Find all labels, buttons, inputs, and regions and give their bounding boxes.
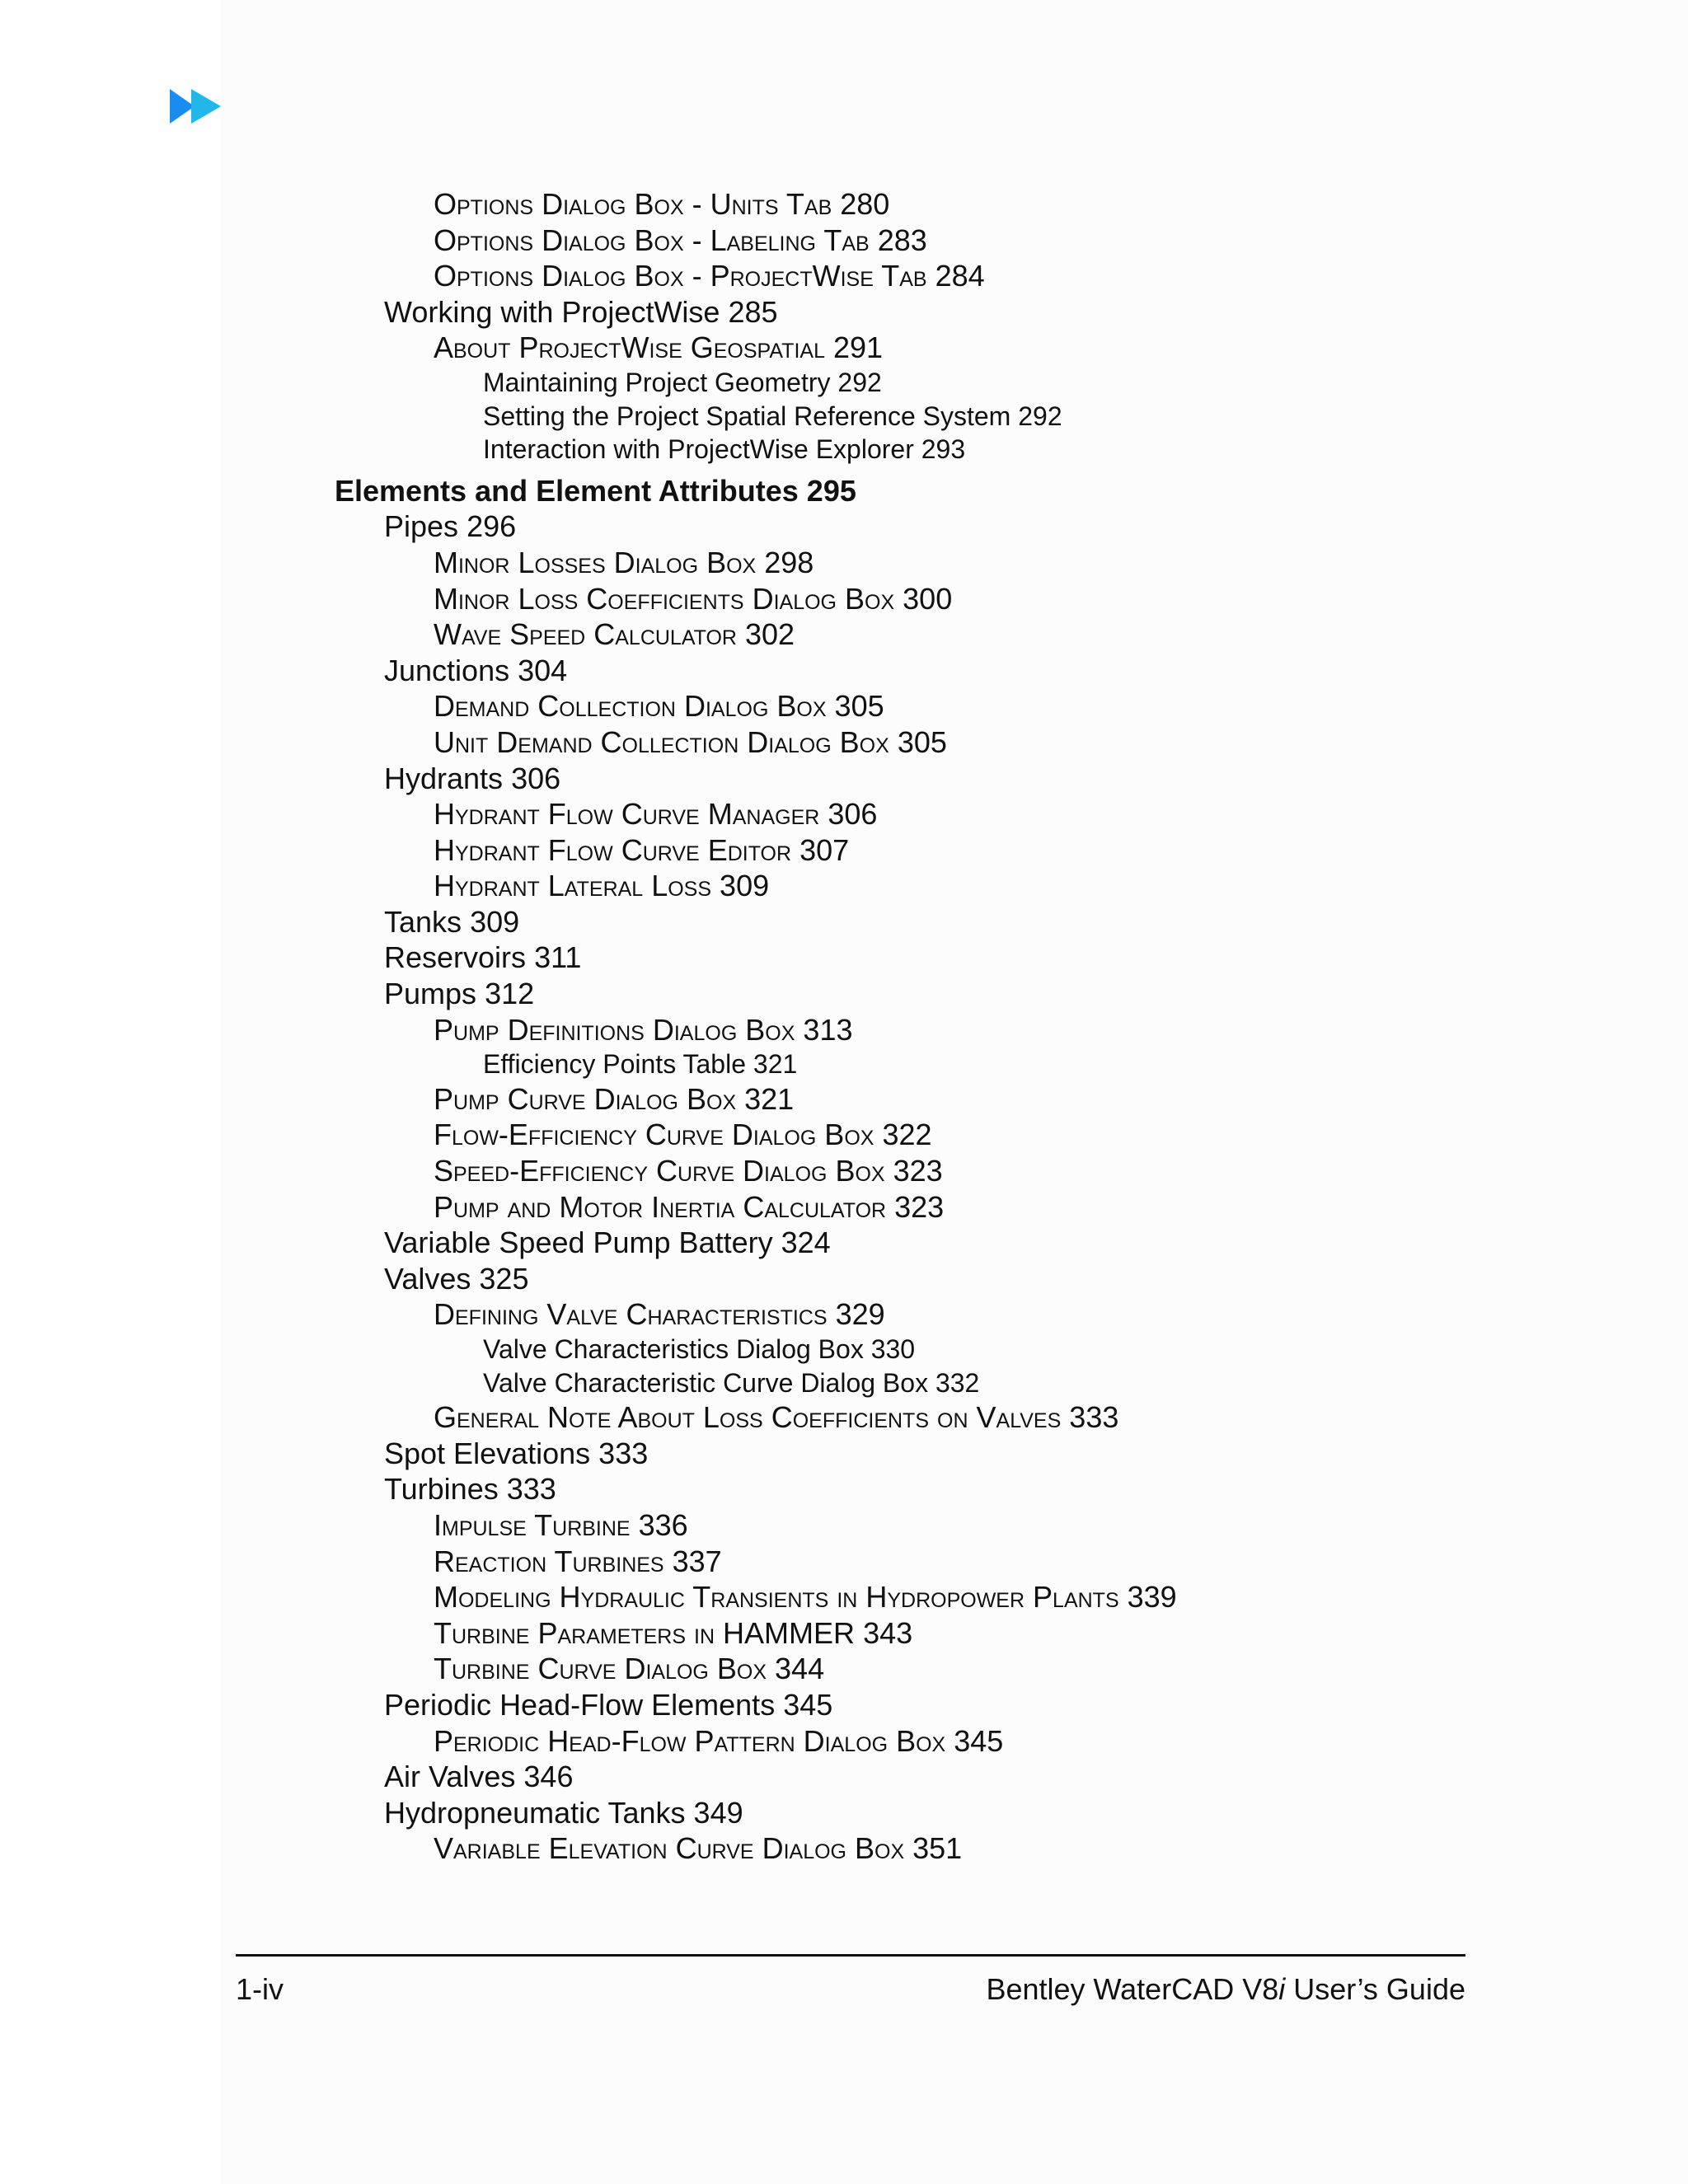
toc-entry[interactable] xyxy=(335,688,1489,724)
toc-entry-title: Efficiency Points Table xyxy=(483,1049,746,1080)
toc-entry-page: 284 xyxy=(935,259,985,293)
toc-entry-title: Flow-Efficiency Curve Dialog Box xyxy=(434,1118,874,1152)
fast-forward-icon[interactable] xyxy=(170,87,223,125)
toc-entry[interactable] xyxy=(335,1687,1489,1723)
toc-entry[interactable] xyxy=(335,330,1489,366)
toc-entry[interactable] xyxy=(335,258,1489,294)
toc-entry-title: Valve Characteristics Dialog Box xyxy=(483,1334,864,1364)
toc-entry-title: Turbine Curve Dialog Box xyxy=(434,1652,767,1686)
toc-entry-page: 321 xyxy=(744,1081,795,1116)
toc-entry[interactable] xyxy=(335,1615,1489,1652)
toc-entry[interactable] xyxy=(335,366,1489,400)
toc-entry-page: 322 xyxy=(882,1118,932,1152)
toc-entry-page: 280 xyxy=(840,187,890,221)
toc-entry-page: 285 xyxy=(728,294,778,329)
toc-entry-page: 313 xyxy=(803,1012,853,1047)
fast-forward-icon-right xyxy=(191,89,221,124)
toc-entry-title: Variable Speed Pump Battery xyxy=(384,1226,773,1260)
toc-entry[interactable] xyxy=(335,1333,1489,1366)
toc-entry-title: Minor Losses Dialog Box xyxy=(434,545,757,579)
toc-entry-title: Hydrant Lateral Loss xyxy=(434,869,712,903)
toc-entry[interactable] xyxy=(335,616,1489,653)
toc-entry-page: 321 xyxy=(753,1049,798,1080)
toc-entry[interactable] xyxy=(335,832,1489,869)
toc-entry-page: 336 xyxy=(638,1507,688,1542)
toc-entry[interactable] xyxy=(335,581,1489,617)
toc-entry[interactable] xyxy=(335,509,1489,545)
toc-entry-page: 312 xyxy=(485,977,535,1011)
toc-entry-title: Variable Elevation Curve Dialog Box xyxy=(434,1831,905,1866)
toc-entry[interactable] xyxy=(335,1830,1489,1867)
toc-entry-title: Reservoirs xyxy=(384,940,527,975)
toc-entry[interactable] xyxy=(335,761,1489,797)
toc-entry-title: Options Dialog Box - ProjectWise Tab xyxy=(434,259,927,293)
toc-entry-page: 343 xyxy=(863,1615,913,1650)
toc-entry-title: Junctions xyxy=(384,653,510,687)
toc-entry[interactable] xyxy=(335,1081,1489,1118)
toc-entry-page: 332 xyxy=(935,1367,980,1398)
toc-entry[interactable] xyxy=(335,400,1489,434)
toc-entry[interactable] xyxy=(335,1117,1489,1153)
toc-entry-page: 346 xyxy=(523,1760,574,1794)
toc-entry-title: Turbine Parameters in HAMMER xyxy=(434,1615,856,1650)
toc-entry[interactable] xyxy=(335,223,1489,259)
toc-entry-title: Periodic Head-Flow Pattern Dialog Box xyxy=(434,1723,946,1758)
toc-entry-title: Options Dialog Box - Units Tab xyxy=(434,187,832,221)
toc-entry[interactable] xyxy=(335,1723,1489,1760)
toc-entry-page: 291 xyxy=(833,330,884,365)
toc-entry-page: 323 xyxy=(894,1189,945,1224)
toc-entry[interactable] xyxy=(335,1225,1489,1261)
toc-entry-page: 330 xyxy=(870,1334,916,1364)
toc-entry-page: 305 xyxy=(834,689,884,724)
toc-entry[interactable] xyxy=(335,1436,1489,1472)
toc-entry-title: Demand Collection Dialog Box xyxy=(434,689,827,724)
toc-entry[interactable] xyxy=(335,1399,1489,1436)
toc-entry-page: 298 xyxy=(764,545,814,579)
toc-entry[interactable] xyxy=(335,796,1489,832)
toc-entry[interactable] xyxy=(335,1759,1489,1795)
toc-entry-title: Defining Valve Characteristics xyxy=(434,1297,828,1332)
toc-entry-page: 305 xyxy=(897,724,947,759)
toc-entry-page: 324 xyxy=(781,1226,831,1260)
toc-entry-title: Reaction Turbines xyxy=(434,1544,664,1578)
toc-entry-page: 337 xyxy=(672,1544,722,1578)
toc-entry[interactable] xyxy=(335,1507,1489,1544)
toc-entry-title: Setting the Project Spatial Reference System xyxy=(483,401,1011,431)
toc-entry-page: 293 xyxy=(921,434,966,465)
toc-entry[interactable] xyxy=(335,1189,1489,1226)
toc-entry[interactable] xyxy=(335,1366,1489,1400)
toc-entry-page: 329 xyxy=(835,1297,885,1332)
toc-entry[interactable] xyxy=(335,724,1489,761)
toc-entry-title: Turbines xyxy=(384,1472,499,1507)
toc-entry-page: 309 xyxy=(720,869,770,903)
toc-entry[interactable] xyxy=(335,294,1489,330)
toc-entry-page: 307 xyxy=(799,832,850,867)
toc-entry-title: Hydrants xyxy=(384,761,504,795)
book-title-italic: i xyxy=(1278,1972,1286,2006)
toc-entry-page: 306 xyxy=(828,797,878,832)
toc-entry-page: 296 xyxy=(467,509,517,544)
toc-entry-title: Elements and Element Attributes xyxy=(335,473,799,508)
toc-entry-page: 344 xyxy=(775,1652,825,1686)
toc-entry-title: Interaction with ProjectWise Explorer xyxy=(483,434,914,465)
toc-entry-page: 351 xyxy=(912,1831,963,1866)
book-title-main: Bentley WaterCAD V8 xyxy=(986,1972,1279,2006)
toc-entry[interactable] xyxy=(335,1153,1489,1189)
toc-entry[interactable] xyxy=(335,186,1489,223)
toc-entry-page: 333 xyxy=(1069,1400,1119,1435)
page-number: 1-iv xyxy=(236,1972,284,2006)
toc-entry-page: 292 xyxy=(1018,401,1062,431)
toc-entry[interactable] xyxy=(335,1579,1489,1615)
toc-entry-page: 345 xyxy=(783,1687,833,1722)
toc-entry-title: Impulse Turbine xyxy=(434,1507,631,1542)
toc-entry[interactable] xyxy=(335,433,1489,466)
toc-entry-title: Valve Characteristic Curve Dialog Box xyxy=(483,1367,929,1398)
toc-entry-title: Modeling Hydraulic Transients in Hydropower Plants xyxy=(434,1580,1119,1615)
toc-entry[interactable] xyxy=(335,868,1489,904)
toc-entry-page: 339 xyxy=(1127,1580,1177,1615)
toc-entry-title: Working with ProjectWise xyxy=(384,294,720,329)
toc-entry-page: 333 xyxy=(506,1472,556,1507)
toc-entry-page: 283 xyxy=(877,223,927,257)
toc-entry[interactable] xyxy=(335,1296,1489,1333)
toc-entry-title: Hydrant Flow Curve Editor xyxy=(434,832,792,867)
toc-entry[interactable] xyxy=(335,976,1489,1012)
toc-entry[interactable] xyxy=(335,904,1489,940)
toc-entry-title: Hydropneumatic Tanks xyxy=(384,1795,686,1830)
toc-entry-page: 323 xyxy=(893,1154,943,1188)
toc-entry-page: 306 xyxy=(511,761,561,795)
toc-entry-title: Spot Elevations xyxy=(384,1436,591,1470)
toc-entry-title: About ProjectWise Geospatial xyxy=(434,330,825,365)
book-title xyxy=(986,1972,1465,2007)
toc-entry-page: 345 xyxy=(954,1723,1004,1758)
toc-entry-page: 302 xyxy=(745,617,795,652)
toc-entry-title: Periodic Head-Flow Elements xyxy=(384,1687,776,1722)
toc-entry[interactable] xyxy=(335,545,1489,581)
toc-entry[interactable] xyxy=(335,1795,1489,1831)
toc-entry-page: 311 xyxy=(534,940,582,975)
left-margin xyxy=(0,0,221,2184)
toc-entry-title: General Note About Loss Coefficients on Valves xyxy=(434,1400,1062,1435)
toc-entry-page: 325 xyxy=(479,1261,529,1296)
toc-entry[interactable] xyxy=(335,1651,1489,1687)
toc-entry-title: Options Dialog Box - Labeling Tab xyxy=(434,223,870,257)
toc-entry[interactable] xyxy=(335,1471,1489,1507)
toc-entry-page: 295 xyxy=(806,473,856,508)
toc-entry-page: 349 xyxy=(693,1795,743,1830)
toc-entry-title: Valves xyxy=(384,1261,471,1296)
toc-entry-title: Maintaining Project Geometry xyxy=(483,367,831,397)
toc-entry-title: Wave Speed Calculator xyxy=(434,617,737,652)
toc-entry[interactable] xyxy=(335,1544,1489,1580)
toc-entry[interactable] xyxy=(335,653,1489,689)
toc-entry[interactable] xyxy=(335,940,1489,976)
footer-rule xyxy=(236,1954,1465,1957)
toc-entry-title: Air Valves xyxy=(384,1760,516,1794)
toc-entry-page: 333 xyxy=(598,1436,649,1470)
toc-entry-title: Minor Loss Coefficients Dialog Box xyxy=(434,581,895,616)
toc-entry-page: 300 xyxy=(903,581,953,616)
book-title-suffix: User’s Guide xyxy=(1285,1972,1465,2006)
toc-entry-title: Unit Demand Collection Dialog Box xyxy=(434,724,889,759)
toc-entry-page: 304 xyxy=(518,653,568,687)
fast-forward-icon-left xyxy=(170,89,195,124)
toc-chapter[interactable] xyxy=(335,473,1489,509)
toc-entry[interactable] xyxy=(335,1261,1489,1297)
toc-entry[interactable] xyxy=(335,1047,1489,1081)
toc-entry[interactable] xyxy=(335,1012,1489,1048)
toc-entry-title: Pump Definitions Dialog Box xyxy=(434,1012,795,1047)
toc-entry-title: Speed-Efficiency Curve Dialog Box xyxy=(434,1154,885,1188)
toc-entry-title: Pipes xyxy=(384,509,459,544)
toc-entry-page: 309 xyxy=(470,904,520,939)
toc-entry-title: Pump Curve Dialog Box xyxy=(434,1081,737,1116)
toc-entry-title: Tanks xyxy=(384,904,462,939)
toc-entry-page: 292 xyxy=(837,367,882,397)
toc-entry-title: Pumps xyxy=(384,977,477,1011)
toc-entry-title: Hydrant Flow Curve Manager xyxy=(434,797,820,832)
table-of-contents xyxy=(335,186,1489,1867)
toc-entry-title: Pump and Motor Inertia Calculator xyxy=(434,1189,887,1224)
